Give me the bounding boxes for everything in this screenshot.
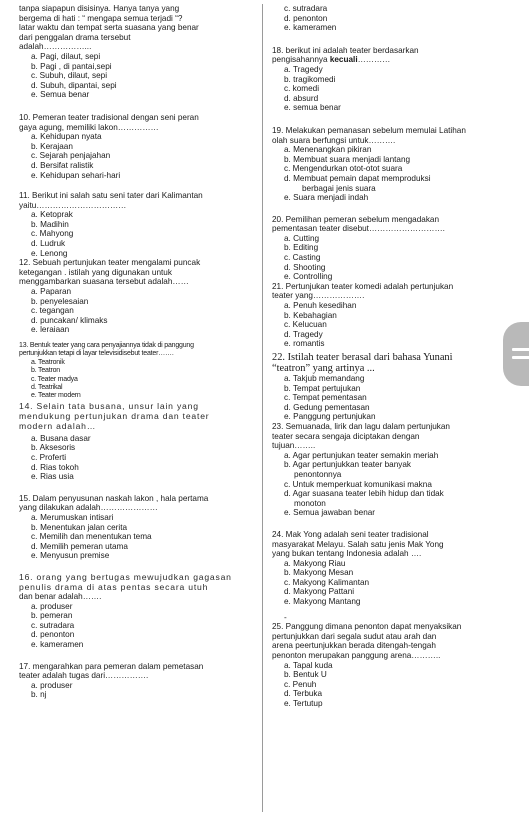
option-d[interactable]: d. Ludruk <box>31 239 66 249</box>
option-a[interactable]: a. Pagi, dilaut, sepi <box>31 51 101 61</box>
option-e[interactable]: e. Kehidupan sehari-hari <box>31 170 121 180</box>
question-stem: masyarakat Melayu. Salah satu jenis Mak Yong <box>272 539 444 549</box>
option-e[interactable]: e. Semua benar <box>31 90 90 100</box>
question-24 <box>272 530 498 622</box>
right-column <box>272 4 498 709</box>
passage-line: dari penggalan drama tersebut <box>19 32 131 42</box>
question-17 <box>19 662 257 700</box>
option-a[interactable]: a. Cutting <box>284 233 320 243</box>
side-menu-handle[interactable] <box>503 322 529 386</box>
stem-text: pengisahannya <box>272 55 330 65</box>
option-b[interactable]: b. Bentuk U <box>284 670 327 680</box>
option-c[interactable]: c. Untuk memperkuat komunikasi makna <box>284 479 432 489</box>
option-d[interactable]: d. Tragedy <box>284 329 323 339</box>
option-b[interactable]: b. Pagi , di pantai,sepi <box>31 61 112 71</box>
option-d[interactable]: d. Terbuka <box>284 689 323 699</box>
passage-line: adalah……………... <box>19 42 92 52</box>
option-d[interactable]: d. Teatrikal <box>31 384 63 392</box>
option-a[interactable]: a. Kehidupan nyata <box>31 132 102 142</box>
option-c[interactable]: c. Subuh, dilaut, sepi <box>31 71 108 81</box>
option-d[interactable]: d. Subuh, dipantai, sepi <box>31 80 117 90</box>
question-stem: pertunjukkan dari segala sudut atau arah dan <box>272 631 437 641</box>
question-13 <box>19 342 257 401</box>
option-e[interactable]: e. Makyong Mantang <box>284 597 361 607</box>
menu-bar-icon <box>512 348 529 351</box>
option-a[interactable]: a. Tragedy <box>284 64 323 74</box>
option-c[interactable]: c. Mahyong <box>31 229 74 239</box>
option-b[interactable]: b. Menentukan jalan cerita <box>31 522 128 532</box>
question-12 <box>19 258 257 335</box>
question-stem: 18. berikut ini adalah teater berdasarkan <box>272 45 419 55</box>
option-b[interactable]: b. pemeran <box>31 611 73 621</box>
option-c[interactable]: c. Makyong Kalimantan <box>284 577 370 587</box>
question-stem: “teatron” yang artinya ... <box>272 363 375 374</box>
option-b[interactable]: b. tragikomedi <box>284 74 336 84</box>
option-b[interactable]: b. Madihin <box>31 219 69 229</box>
option-d[interactable]: d. penonton <box>284 13 328 23</box>
question-stem: mendukung pertunjukan drama dan teater <box>19 410 210 421</box>
question-stem: 25. Panggung dimana penonton dapat menyaksikan <box>272 622 462 632</box>
option-d[interactable]: d. penonton <box>31 630 75 640</box>
question-20 <box>272 215 498 282</box>
question-stem: 24. Mak Yong adalah seni teater tradisional <box>272 529 429 539</box>
question-stem: 23. Semuanada, lirik dan lagu dalam pertunjukan <box>272 421 450 431</box>
option-c[interactable]: c. Teater madya <box>31 375 78 383</box>
question-stem: 16. orang yang bertugas mewujudkan gagasan <box>19 571 232 582</box>
option-a[interactable]: a. Makyong Riau <box>284 558 346 568</box>
option-c[interactable]: c. Penuh <box>284 679 317 689</box>
option-a[interactable]: a. Tapal kuda <box>284 660 333 670</box>
option-e[interactable]: e. semua benar <box>284 103 341 113</box>
question-22 <box>272 352 498 422</box>
question-stem: 19. Melakukan pemanasan sebelum memulai Latihan <box>272 125 466 135</box>
question-stem: yaitu…………………………… <box>19 200 127 210</box>
question-10 <box>19 113 257 180</box>
option-a[interactable]: a. Penuh kesedihan <box>284 301 357 311</box>
column-divider <box>262 4 263 812</box>
option-c[interactable]: c. sutradara <box>284 4 328 13</box>
option-a[interactable]: a. Menenangkan pikiran <box>284 145 372 155</box>
question-16 <box>19 572 257 650</box>
option-d-continued[interactable]: monoton <box>294 498 326 508</box>
option-d[interactable]: d. Rias tokoh <box>31 462 79 472</box>
question-stem: penonton merupakan panggung arena……….. <box>272 651 441 661</box>
option-b[interactable]: b. Membuat suara menjadi lantang <box>284 154 411 164</box>
option-b[interactable]: b. Kerajaan <box>31 141 73 151</box>
option-d[interactable]: d. Memilih pemeran utama <box>31 541 128 551</box>
question-9-passage <box>19 4 257 100</box>
option-c[interactable]: c. tegangan <box>31 306 74 316</box>
option-a[interactable]: a. Merumuskan intisari <box>31 513 114 522</box>
option-c[interactable]: c. Casting <box>284 253 321 263</box>
question-stem: ketegangan . istilah yang digunakan untuk <box>19 267 172 277</box>
question-21 <box>272 282 498 349</box>
question-23 <box>272 422 498 518</box>
question-stem: 13. Bentuk teater yang cara penyajiannya tidak di panggung <box>19 342 194 349</box>
option-e[interactable]: e. Controlling <box>284 272 333 282</box>
question-stem: olah suara berfungsi untuk………. <box>272 135 396 145</box>
option-c[interactable]: c. komedi <box>284 84 320 94</box>
option-e[interactable]: e. Semua jawaban benar <box>284 508 376 518</box>
stem-text: ………… <box>357 55 391 65</box>
option-c[interactable]: c. sutradara <box>31 620 75 630</box>
option-a[interactable]: a. Teatronik <box>31 358 65 366</box>
menu-bar-icon <box>512 356 529 359</box>
option-c[interactable]: c. Memilih dan menentukan tema <box>31 532 152 542</box>
option-b[interactable]: b. Teatron <box>31 367 61 375</box>
option-a[interactable]: a. Ketoprak <box>31 210 73 220</box>
option-d[interactable]: d. Bersifat ralistik <box>31 160 94 170</box>
question-19 <box>272 126 498 203</box>
option-b[interactable]: b. Kebahagian <box>284 310 337 320</box>
question-18 <box>272 46 498 113</box>
option-e[interactable]: e. Tertutup <box>284 699 323 708</box>
option-d[interactable]: d. puncakan/ klimaks <box>31 315 108 325</box>
option-c[interactable]: c. Proferti <box>31 453 67 463</box>
question-stem: penulis drama di atas pentas secara utuh <box>19 581 209 592</box>
option-e[interactable]: e. Lenong <box>31 248 68 258</box>
option-e[interactable]: e. leraiaan <box>31 325 70 335</box>
question-stem <box>272 55 498 65</box>
option-b[interactable]: b. nj <box>31 690 47 700</box>
option-e[interactable]: e. Suara menjadi indah <box>284 193 369 203</box>
option-d-continued[interactable]: berbagai jenis suara <box>302 183 376 193</box>
question-stem: dan benar adalah……. <box>19 591 102 601</box>
option-b[interactable]: b. Aksesoris <box>31 443 76 453</box>
passage-line: bergema di hati : “ mengapa semua terjadi “? <box>19 13 183 23</box>
option-d[interactable]: d. Membuat pemain dapat memproduksi <box>284 173 431 183</box>
option-e[interactable]: e. Panggung pertunjukan <box>284 412 376 422</box>
question-stem: menggambarkan suasana tersebut adalah…… <box>19 277 189 287</box>
question-stem: 11. Berikut ini salah satu seni tater dari Kalimantan <box>19 191 203 201</box>
option-b-continued[interactable]: penontonnya <box>294 469 342 479</box>
question-stem: 17. mengarahkan para pemeran dalam pemetasan <box>19 661 204 671</box>
option-b[interactable]: b. Editing <box>284 243 319 253</box>
question-stem: yang dilakukan adalah………………… <box>19 503 158 513</box>
option-e[interactable]: e. kameramen <box>284 23 337 33</box>
question-stem: 21. Pertunjukan teater komedi adalah pertunjukan <box>272 281 454 291</box>
option-b[interactable]: b. Agar pertunjukkan teater banyak <box>284 460 411 470</box>
question-stem: arena peertunjukkan berada ditengah-tengah <box>272 641 436 651</box>
question-stem: 12. Sebuah pertunjukan teater mengalami puncak <box>19 258 201 268</box>
question-17-options-continued <box>272 4 498 33</box>
option-d[interactable]: d. Gedung pementasan <box>284 402 370 412</box>
option-e[interactable]: e. Teater modern <box>31 392 81 400</box>
option-e[interactable]: e. romantis <box>284 339 325 349</box>
emphasis-text: kecuali <box>329 55 358 65</box>
question-stem: 15. Dalam penyusunan naskah lakon , hala pertama <box>19 493 209 503</box>
question-stem: 20. Pemilihan pemeran sebelum mengadakan <box>272 214 440 224</box>
option-e[interactable]: e. kameramen <box>31 639 84 649</box>
option-d[interactable]: d. Agar suasana teater lebih hidup dan tidak <box>284 489 444 499</box>
question-stem: teater adalah tugas dari……………. <box>19 671 149 681</box>
option-c[interactable]: c. Mengendurkan otot-otot suara <box>284 164 403 174</box>
passage-line: tanpa siapapun disisinya. Hanya tanya yang <box>19 4 180 13</box>
option-a[interactable]: a. Busana dasar <box>31 433 91 443</box>
question-25 <box>272 622 498 708</box>
question-stem: tujuan…….. <box>272 441 316 451</box>
option-b[interactable]: b. penyelesaian <box>31 296 89 306</box>
option-c[interactable]: c. Sejarah penjajahan <box>31 151 111 161</box>
option-d[interactable]: d. Makyong Pattani <box>284 587 355 597</box>
option-d[interactable]: d. absurd <box>284 93 319 103</box>
question-11 <box>19 191 257 258</box>
option-b[interactable]: b. Tempat pertujukan <box>284 383 361 393</box>
option-a[interactable]: a. Paparan <box>31 287 72 297</box>
option-c[interactable]: c. Tempat pementasan <box>284 393 367 403</box>
question-14 <box>19 401 257 482</box>
question-stem: 10. Pemeran teater tradisional dengan seni peran <box>19 112 199 122</box>
question-stem: teater yang………………. <box>272 291 365 301</box>
option-b[interactable]: b. Makyong Mesan <box>284 568 354 578</box>
question-stem: pertunjukkan tetapi di layar televisidisebut teater……. <box>19 350 174 358</box>
left-column <box>19 4 257 700</box>
option-a[interactable]: a. Takjub memandang <box>284 374 365 383</box>
option-e[interactable]: e. Rias usia <box>31 472 74 482</box>
question-stem: teater secara sengaja diciptakan dengan <box>272 431 420 441</box>
option-e[interactable]: e. Menyusun premise <box>31 551 110 561</box>
option-c[interactable]: c. Kelucuan <box>284 320 327 330</box>
question-stem: 22. Istilah teater berasal dari bahasa Yunani <box>272 352 453 363</box>
question-stem: gaya agung, memiliki lakon…………… <box>19 122 159 132</box>
option-a[interactable]: a. Agar pertunjukan teater semakin meriah <box>284 450 439 460</box>
option-a[interactable]: a. produser <box>31 680 73 690</box>
option-d[interactable]: d. Shooting <box>284 262 326 272</box>
option-a[interactable]: a. produser <box>31 601 73 611</box>
question-15 <box>19 494 257 561</box>
question-stem: yang bukan tentang Indonesia adalah …. <box>272 549 422 559</box>
question-stem: 14. Selain tata busana, unsur lain yang <box>19 400 199 411</box>
dash-mark: - <box>284 612 287 622</box>
question-stem: pementasan teater disebut………………………. <box>272 224 445 234</box>
question-stem: modern adalah… <box>19 420 97 431</box>
passage-line: latar waktu dan tempat serta suasana yang benar <box>19 23 199 33</box>
